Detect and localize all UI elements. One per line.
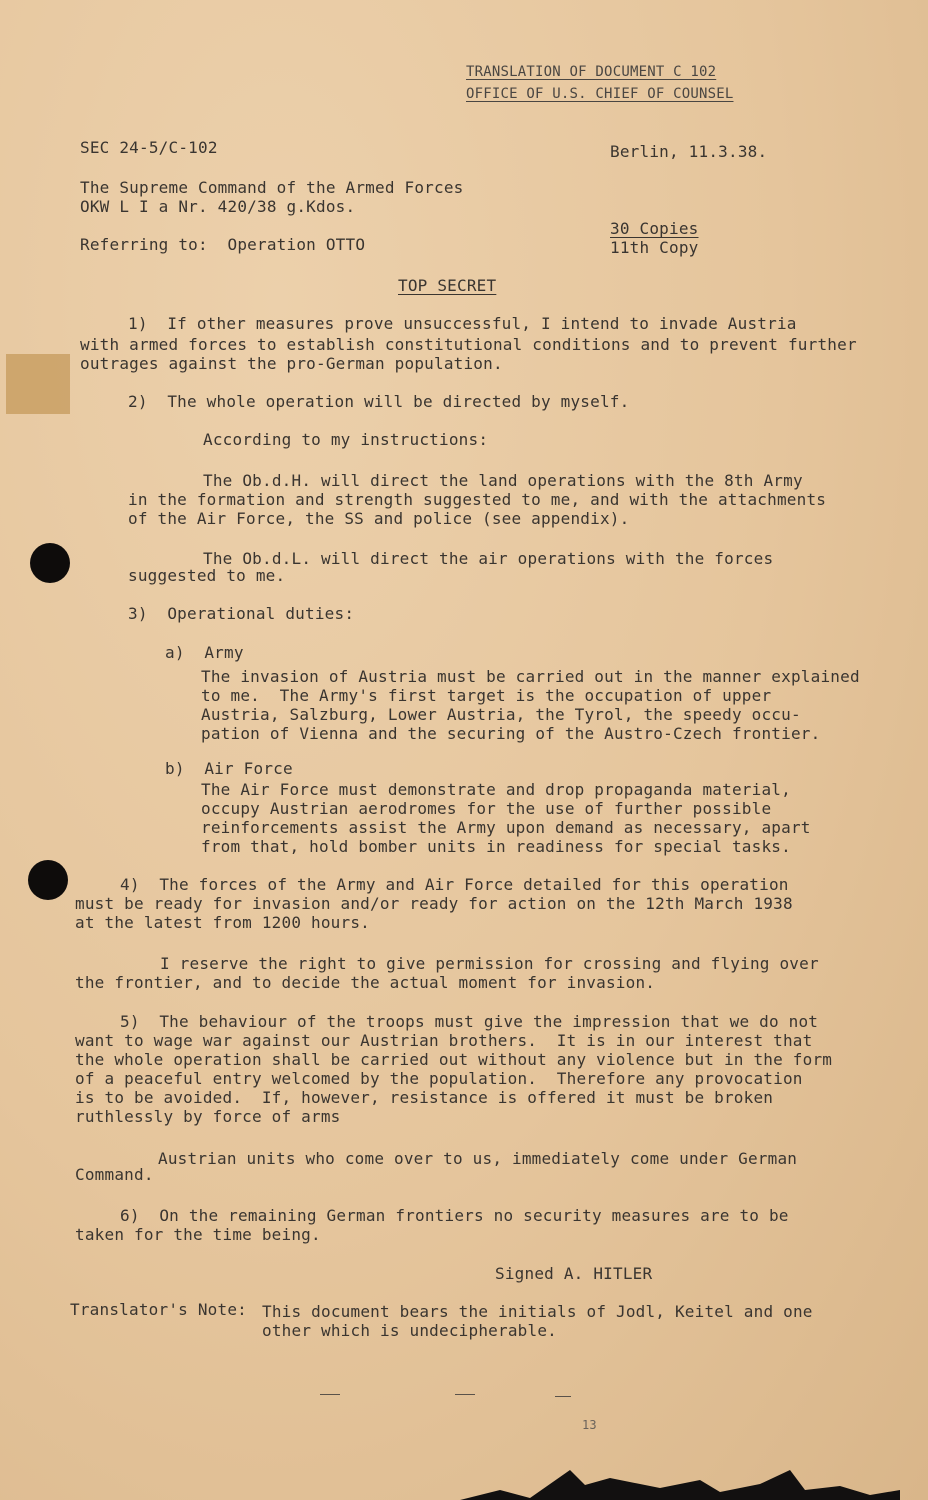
para5-line: ruthlessly by force of arms (75, 1107, 341, 1126)
para6-line: 6) On the remaining German frontiers no security measures are to be (120, 1206, 789, 1225)
airforce-text-line: occupy Austrian aerodromes for the use of further possible (201, 799, 772, 818)
para5-line: of a peaceful entry welcomed by the population. Therefore any provocation (75, 1069, 803, 1088)
footer-dash (455, 1394, 475, 1395)
reserve-line: the frontier, and to decide the actual moment for invasion. (75, 973, 656, 992)
army-text-line: Austria, Salzburg, Lower Austria, the Tyrol, the speedy occu- (201, 705, 801, 724)
referring-line: Referring to: Operation OTTO (80, 235, 366, 254)
para2: 2) The whole operation will be directed by myself. (128, 392, 630, 411)
torn-edge (460, 1440, 900, 1500)
para1-line: 1) If other measures prove unsuccessful, I intend to invade Austria (128, 314, 797, 333)
footer-dash (320, 1394, 340, 1395)
airforce-label: b) Air Force (165, 759, 293, 778)
airforce-text-line: reinforcements assist the Army upon demand as necessary, apart (201, 818, 811, 837)
para1-line: with armed forces to establish constitutional conditions and to prevent further (80, 335, 857, 354)
para5-line: is to be avoided. If, however, resistance is offered it must be broken (75, 1088, 774, 1107)
tape-residue (6, 354, 70, 414)
signature: Signed A. HITLER (495, 1264, 653, 1283)
austrian-units-line: Command. (75, 1165, 154, 1184)
instructions-heading: According to my instructions: (203, 430, 489, 449)
copies-count: 30 Copies (610, 219, 699, 238)
airforce-text-line: from that, hold bomber units in readiness for special tasks. (201, 837, 791, 856)
land-ops-line: of the Air Force, the SS and police (see appendix). (128, 509, 630, 528)
para5-line: 5) The behaviour of the troops must give the impression that we do not (120, 1012, 819, 1031)
austrian-units-line: Austrian units who come over to us, immediately come under German (158, 1149, 798, 1168)
punch-hole (30, 543, 70, 583)
land-ops-line: in the formation and strength suggested to me, and with the attachments (128, 490, 827, 509)
punch-hole (28, 860, 68, 900)
reference-number: SEC 24-5/C-102 (80, 138, 218, 157)
authority-line-2: OKW L I a Nr. 420/38 g.Kdos. (80, 197, 356, 216)
office-header: OFFICE OF U.S. CHIEF OF COUNSEL (466, 86, 734, 102)
translator-note-line: This document bears the initials of Jodl, Keitel and one (262, 1302, 813, 1321)
reserve-line: I reserve the right to give permission for crossing and flying over (160, 954, 819, 973)
airforce-text-line: The Air Force must demonstrate and drop propaganda material, (201, 780, 791, 799)
page-number: 13 (582, 1418, 597, 1432)
translator-note-label: Translator's Note: (70, 1300, 247, 1319)
para4-line: at the latest from 1200 hours. (75, 913, 370, 932)
para5-line: the whole operation shall be carried out without any violence but in the form (75, 1050, 833, 1069)
army-text-line: to me. The Army's first target is the occupation of upper (201, 686, 772, 705)
army-text-line: pation of Vienna and the securing of the Austro-Czech frontier. (201, 724, 821, 743)
para3-heading: 3) Operational duties: (128, 604, 355, 623)
para4-line: 4) The forces of the Army and Air Force detailed for this operation (120, 875, 789, 894)
place-date: Berlin, 11.3.38. (610, 142, 768, 161)
authority-line-1: The Supreme Command of the Armed Forces (80, 178, 464, 197)
para6-line: taken for the time being. (75, 1225, 321, 1244)
army-text-line: The invasion of Austria must be carried out in the manner explained (201, 667, 860, 686)
translator-note-line: other which is undecipherable. (262, 1321, 557, 1340)
translation-header: TRANSLATION OF DOCUMENT C 102 (466, 64, 717, 80)
para5-line: want to wage war against our Austrian brothers. It is in our interest that (75, 1031, 813, 1050)
para4-line: must be ready for invasion and/or ready for action on the 12th March 1938 (75, 894, 793, 913)
army-label: a) Army (165, 643, 244, 662)
copy-number: 11th Copy (610, 238, 699, 257)
para1-line: outrages against the pro-German population. (80, 354, 503, 373)
land-ops-line: The Ob.d.H. will direct the land operations with the 8th Army (203, 471, 803, 490)
air-ops-line: The Ob.d.L. will direct the air operations with the forces (203, 549, 774, 568)
classification-heading: TOP SECRET (398, 276, 497, 295)
footer-dash (555, 1396, 571, 1397)
air-ops-line: suggested to me. (128, 566, 286, 585)
